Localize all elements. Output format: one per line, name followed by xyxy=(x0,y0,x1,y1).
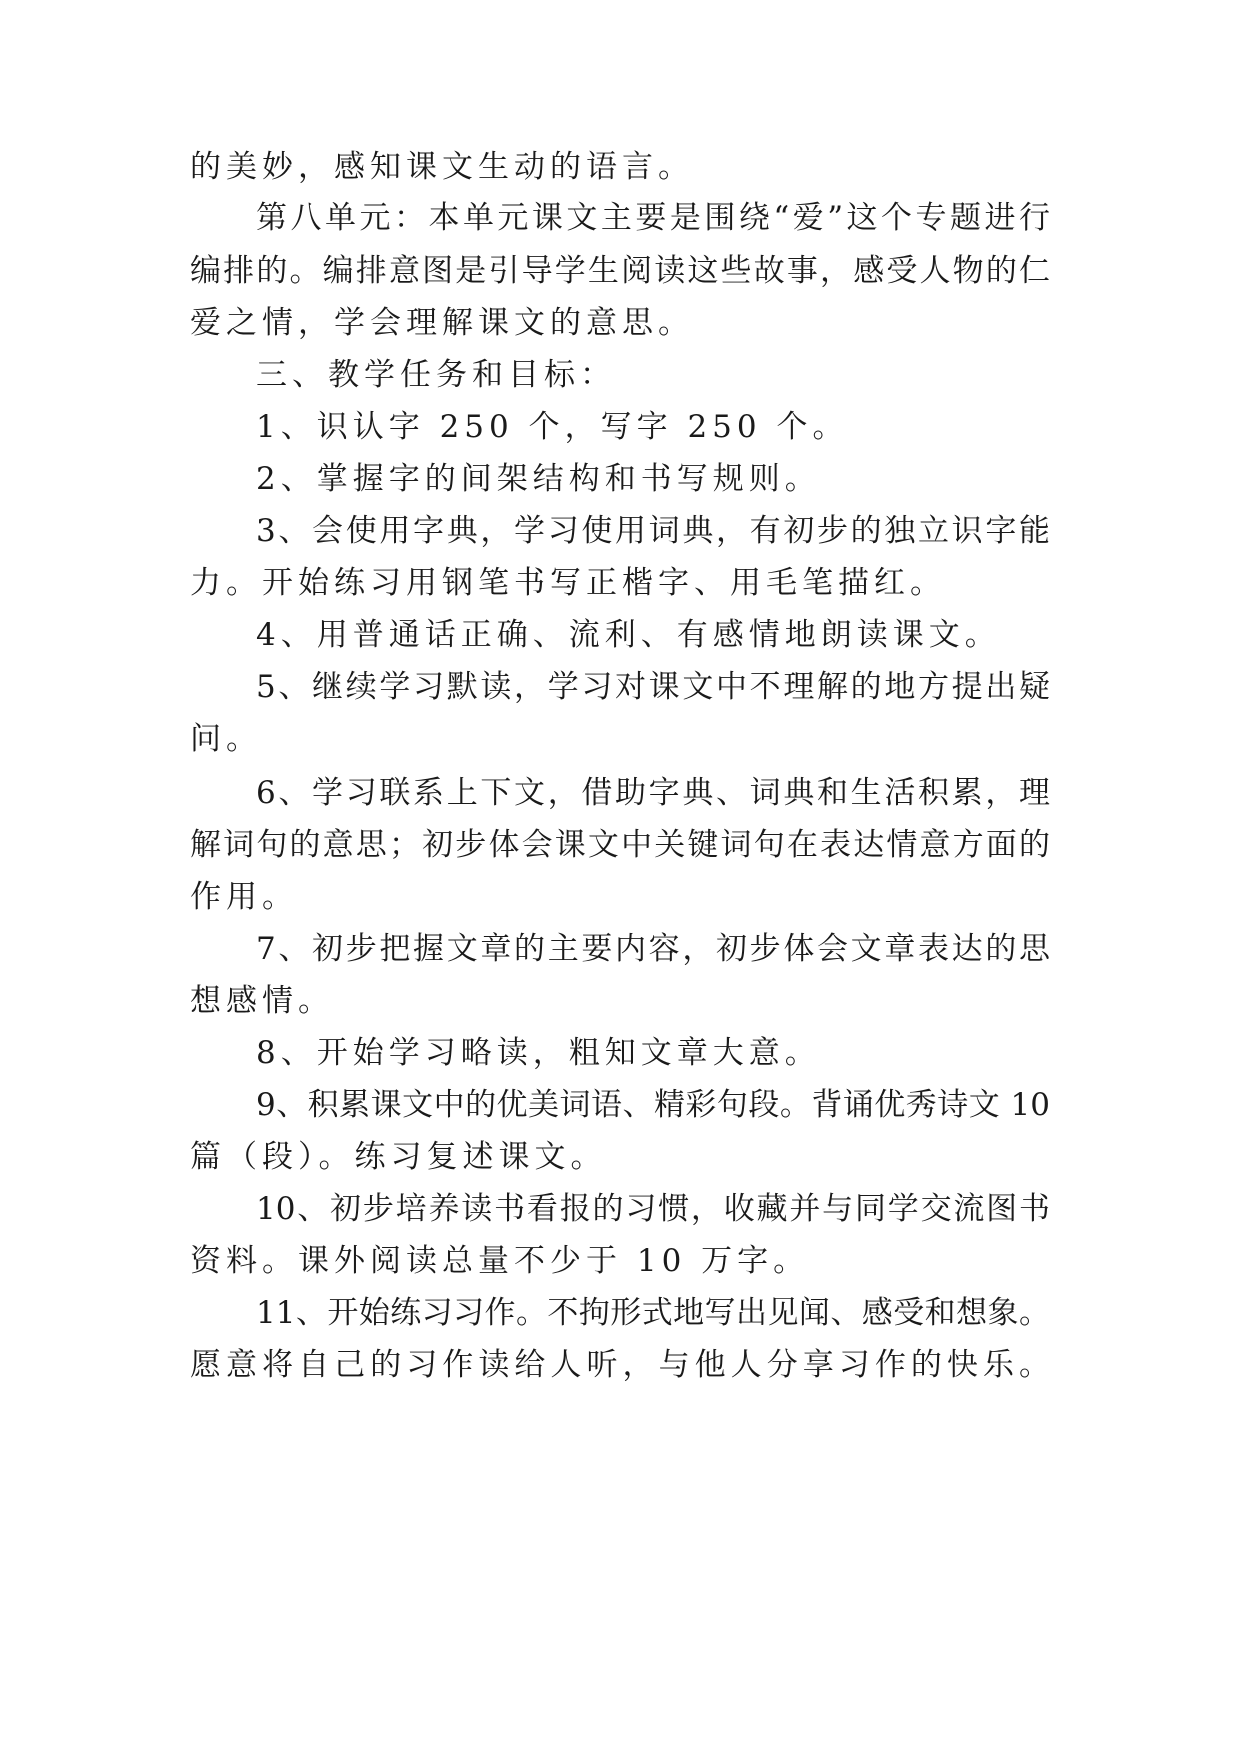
text-line-content: 1、识认字 250 个，写字 250 个。 xyxy=(256,409,849,445)
text-line-content: 9、积累课文中的优美词语、精彩句段。背诵优秀诗文 10 xyxy=(256,1087,1050,1123)
text-line xyxy=(0,294,1241,352)
text-line-content: 爱之情，学会理解课文的意思。 xyxy=(190,305,694,341)
text-line xyxy=(0,1336,1241,1394)
text-line xyxy=(0,554,1241,612)
text-line xyxy=(0,1180,1241,1238)
text-line-content: 解词句的意思；初步体会课文中关键词句在表达情意方面的 xyxy=(190,827,1050,863)
text-line xyxy=(0,502,1241,560)
text-line-content: 作用。 xyxy=(190,879,298,915)
text-line xyxy=(0,1284,1241,1342)
text-line xyxy=(0,606,1241,664)
text-line-content: 三、教学任务和目标： xyxy=(256,357,616,393)
text-line xyxy=(0,450,1241,508)
text-line xyxy=(0,346,1241,404)
text-line-content: 8、开始学习略读，粗知文章大意。 xyxy=(256,1035,821,1071)
text-line-content: 第八单元：本单元课文主要是围绕“爱”这个专题进行 xyxy=(256,200,1050,236)
text-line xyxy=(0,1024,1241,1082)
text-line xyxy=(0,658,1241,716)
text-line-content: 4、用普通话正确、流利、有感情地朗读课文。 xyxy=(256,617,1001,653)
text-line xyxy=(0,920,1241,978)
text-line-content: 篇（段）。练习复述课文。 xyxy=(190,1139,607,1175)
text-line-content: 愿意将自己的习作读给人听，与他人分享习作的快乐。 xyxy=(190,1347,1050,1383)
text-line xyxy=(0,189,1241,247)
text-line xyxy=(0,242,1241,300)
text-line-content: 2、掌握字的间架结构和书写规则。 xyxy=(256,461,821,497)
text-line-content: 编排的。编排意图是引导学生阅读这些故事，感受人物的仁 xyxy=(190,253,1050,289)
text-line xyxy=(0,868,1241,926)
text-line xyxy=(0,1076,1241,1134)
text-line-content: 力。开始练习用钢笔书写正楷字、用毛笔描红。 xyxy=(190,565,946,601)
text-line-content: 问。 xyxy=(190,721,262,757)
text-line xyxy=(0,138,1241,196)
text-line xyxy=(0,972,1241,1030)
text-line-content: 资料。课外阅读总量不少于 10 万字。 xyxy=(190,1243,810,1279)
text-line-content: 想感情。 xyxy=(190,983,334,1019)
text-line-content: 5、继续学习默读，学习对课文中不理解的地方提出疑 xyxy=(256,669,1050,705)
text-line xyxy=(0,1232,1241,1290)
text-line-content: 7、初步把握文章的主要内容，初步体会文章表达的思 xyxy=(256,931,1050,967)
text-line xyxy=(0,1128,1241,1186)
text-line xyxy=(0,710,1241,768)
text-line-content: 11、开始练习习作。不拘形式地写出见闻、感受和想象。 xyxy=(256,1295,1050,1331)
text-line-content: 3、会使用字典，学习使用词典，有初步的独立识字能 xyxy=(256,513,1050,549)
text-line xyxy=(0,816,1241,874)
text-line-content: 10、初步培养读书看报的习惯，收藏并与同学交流图书 xyxy=(256,1191,1050,1227)
text-line xyxy=(0,764,1241,822)
text-line-content: 6、学习联系上下文，借助字典、词典和生活积累，理 xyxy=(256,775,1050,811)
text-line-content: 的美妙，感知课文生动的语言。 xyxy=(190,149,694,185)
text-line xyxy=(0,398,1241,456)
